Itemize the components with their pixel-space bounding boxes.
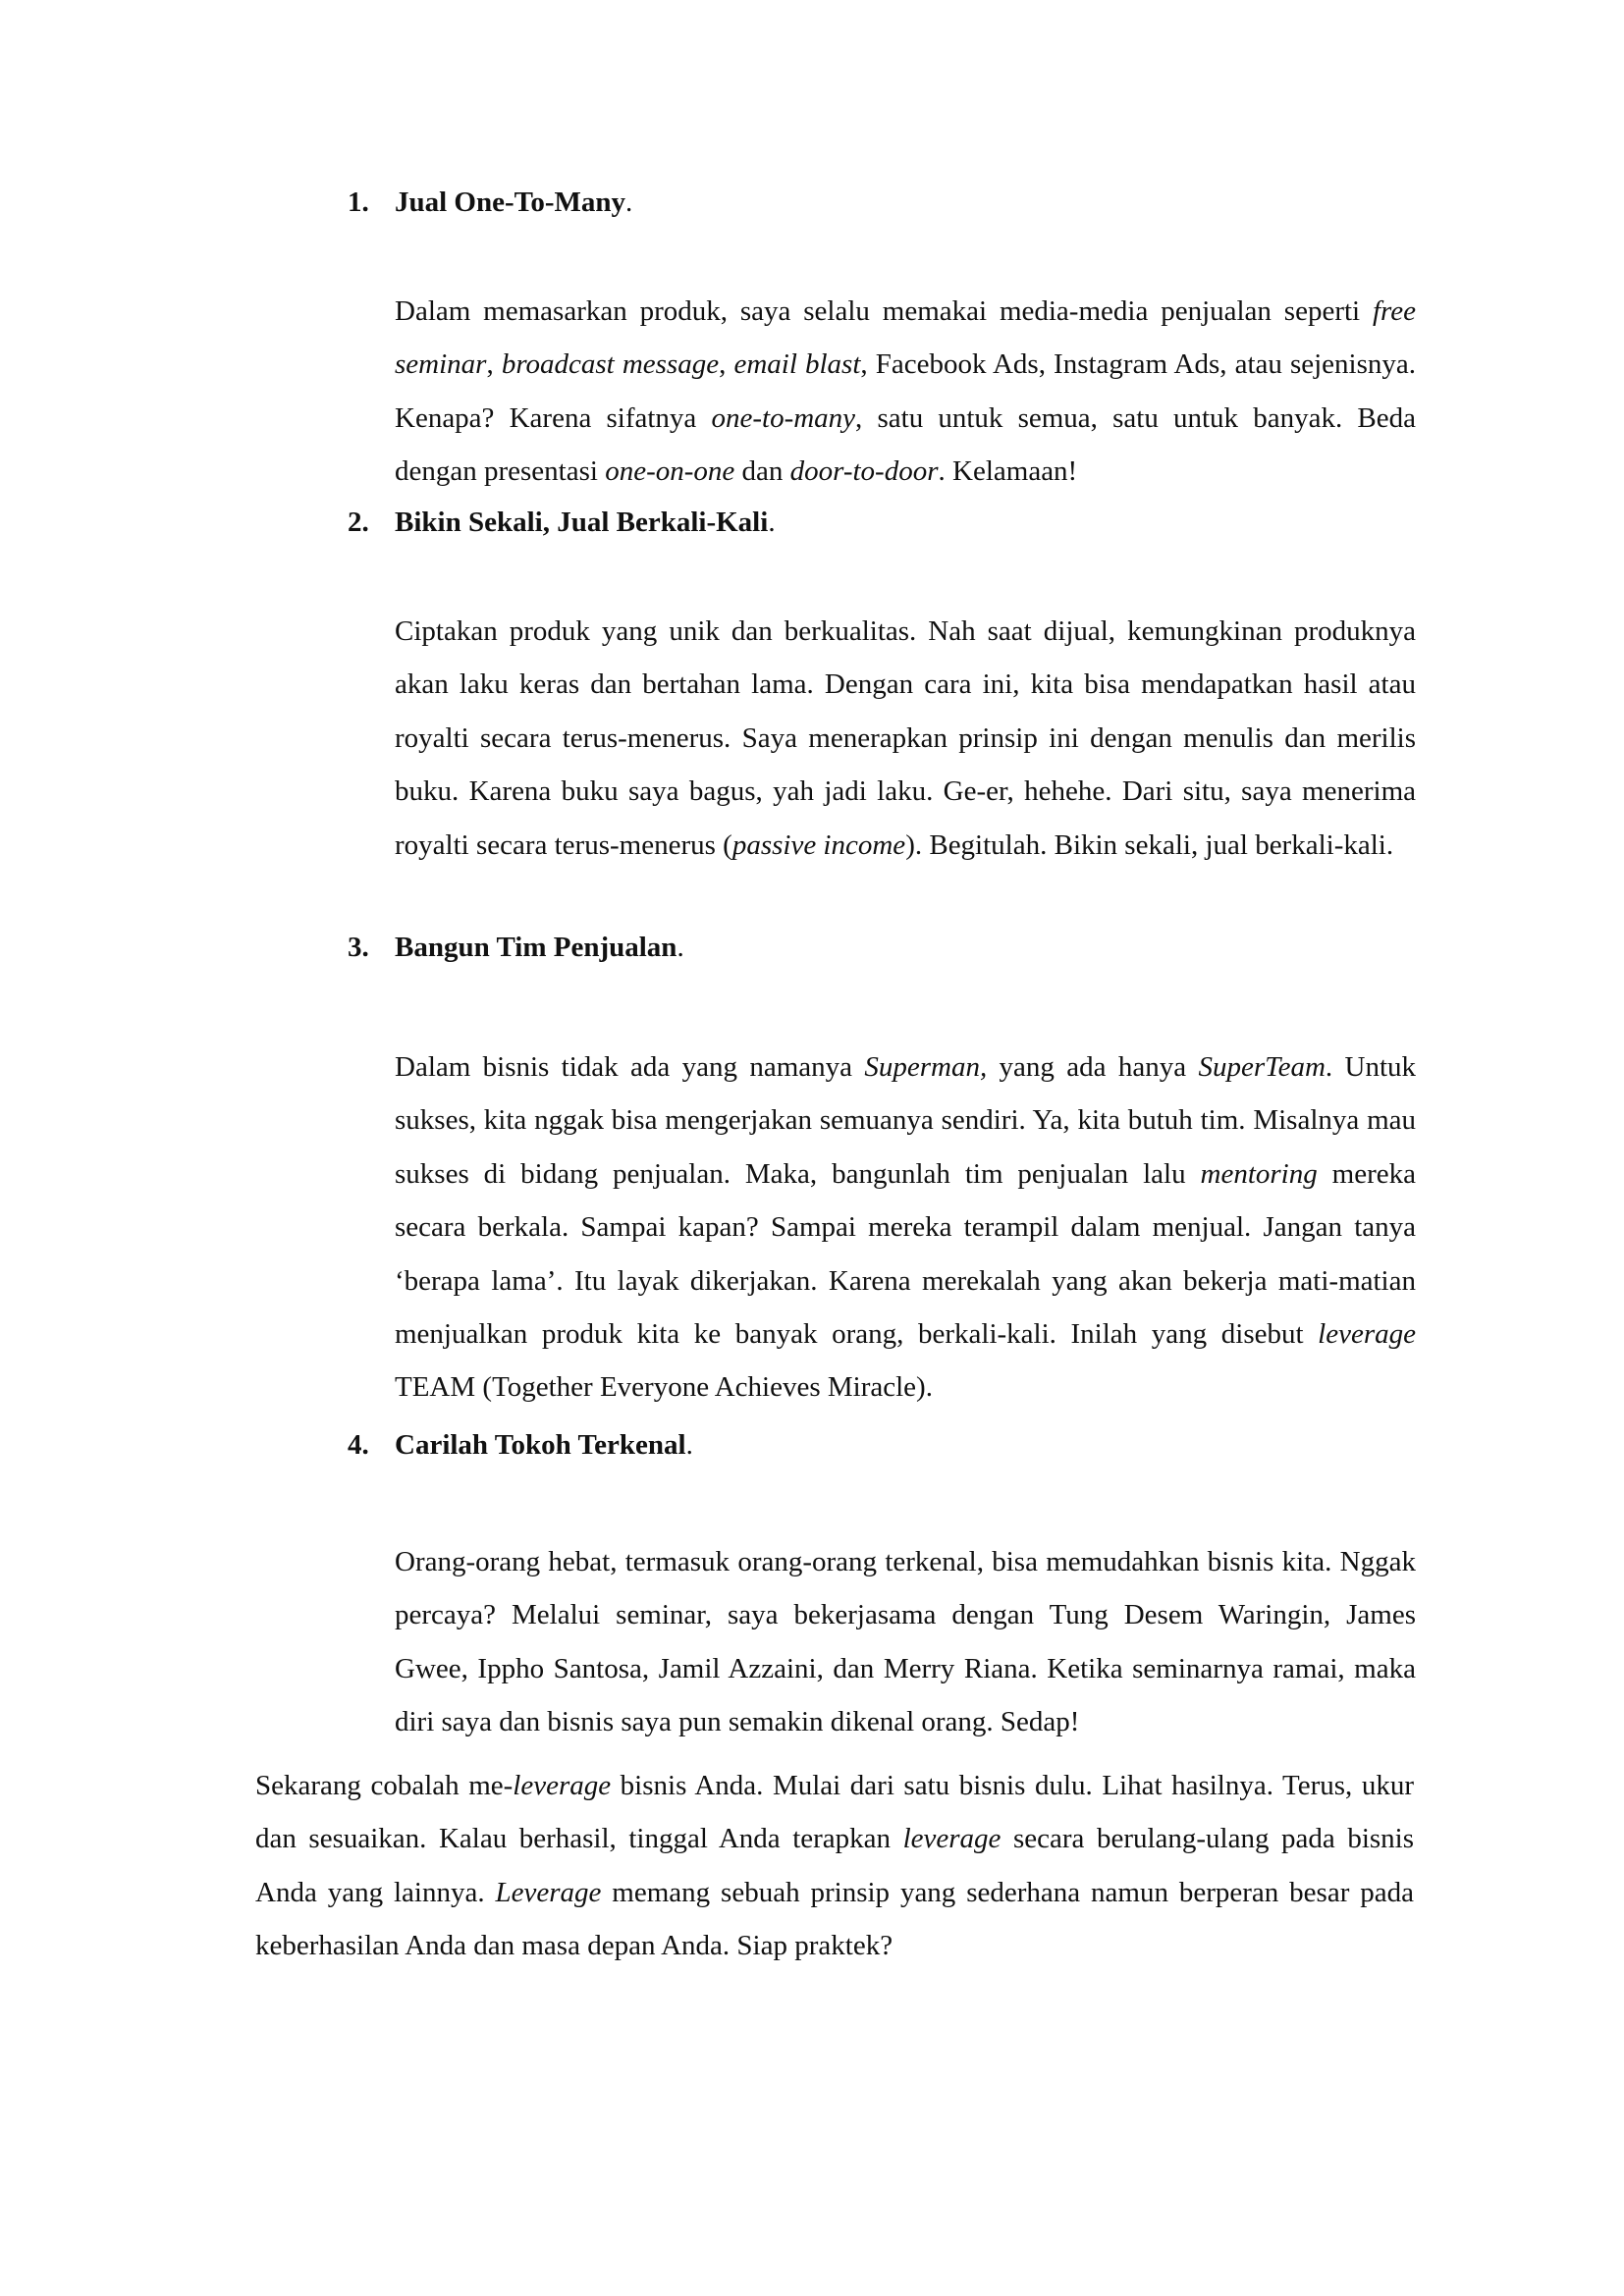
body-text: , Facebook Ads, Instagram Ads, atau sejenisnya. Kenapa? Karena sifatnya (395, 348, 1417, 434)
body-text: Orang-orang hebat, termasuk orang-orang terkenal, bisa memudahkan bisnis kita. Nggak percaya? Melalui seminar, saya bekerjasama dengan Tung Desem Waringin, James Gwee, Ippho Santosa, Jamil Azzaini, dan Merry Riana. Ketika seminarnya ramai, maka diri saya dan bisnis saya pun semakin dikenal orang. Sedap! (395, 1546, 1416, 1738)
body-text-italic: broadcast message (501, 348, 720, 381)
body-text-italic: SuperTeam (1198, 1051, 1326, 1083)
body-text-italic: Leverage (495, 1876, 602, 1908)
list-item-body (395, 1041, 1416, 1415)
list-item-4 (344, 1425, 1416, 1749)
body-text: . Kelamaan! (938, 455, 1078, 488)
body-text: Dalam memasarkan produk, saya selalu memakai media-media penjualan seperti (395, 295, 1373, 327)
list-item-body (395, 285, 1416, 499)
body-text-italic: one-on-one (605, 455, 735, 488)
title-period: . (625, 187, 633, 218)
list-item-heading (344, 503, 1416, 542)
body-text-italic: leverage (902, 1823, 1001, 1855)
list-number: 2. (348, 507, 369, 538)
body-text: , (719, 348, 734, 381)
body-text-italic: one-to-many (711, 401, 856, 434)
list-item-heading (344, 928, 1416, 967)
body-text: dan (734, 455, 790, 488)
body-text: bisnis Anda. Mulai dari satu bisnis dulu. Lihat hasilnya. Terus, ukur dan sesuaikan. Kalau berhasil, tinggal Anda terapkan (255, 1770, 1414, 1855)
body-text: ). Begitulah. Bikin sekali, jual berkali-kali. (905, 828, 1394, 861)
body-text-italic: door-to-door (789, 455, 939, 488)
list-number: 3. (348, 932, 369, 963)
body-text: . Untuk sukses, kita nggak bisa mengerjakan semuanya sendiri. Ya, kita butuh tim. Misalnya mau sukses di bidang penjualan. Maka, bangunlah tim penjualan lalu (395, 1051, 1417, 1190)
body-text: Dalam bisnis tidak ada yang namanya (395, 1051, 865, 1083)
list-item-body (395, 1535, 1416, 1749)
list-item-title: Bikin Sekali, Jual Berkali-Kali (395, 507, 769, 538)
body-text: Sekarang cobalah me- (255, 1770, 514, 1801)
body-text: secara berulang-ulang pada bisnis Anda yang lainnya. (255, 1823, 1415, 1908)
body-text-italic: mentoring (1200, 1157, 1318, 1190)
list-item-title: Bangun Tim Penjualan (395, 932, 677, 963)
title-period: . (685, 1429, 693, 1461)
list-item-heading (344, 183, 1416, 222)
list-item-heading (344, 1425, 1416, 1465)
list-item-2 (344, 503, 1416, 872)
body-text: TEAM (Together Everyone Achieves Miracle). (395, 1371, 933, 1404)
body-text-italic: leverage (513, 1770, 612, 1801)
list-item-1 (344, 183, 1416, 499)
body-text-italic: Superman, (864, 1051, 988, 1083)
list-item-body (395, 605, 1416, 872)
body-text-italic: email blast (733, 348, 861, 381)
title-period: . (768, 507, 776, 538)
body-text: Ciptakan produk yang unik dan berkualitas. Nah saat dijual, kemungkinan produknya akan laku keras dan bertahan lama. Dengan cara ini, kita bisa mendapatkan hasil atau royalti secara terus-menerus. Saya menerapkan prinsip ini dengan menulis dan merilis buku. Karena buku saya bagus, yah jadi laku. Ge-er, hehehe. Dari situ, saya menerima royalti secara terus-menerus ( (395, 615, 1416, 861)
body-text-italic: passive income (731, 828, 906, 861)
list-item-3 (344, 928, 1416, 1415)
body-text: , satu untuk semua, satu untuk banyak. Beda dengan presentasi (395, 401, 1416, 488)
body-text: memang sebuah prinsip yang sederhana namun berperan besar pada keberhasilan Anda dan masa depan Anda. Siap praktek? (255, 1876, 1415, 1962)
list-number: 4. (348, 1429, 369, 1461)
body-text-italic: leverage (1318, 1318, 1416, 1351)
body-text: , (486, 348, 502, 381)
list-item-title: Carilah Tokoh Terkenal (395, 1429, 686, 1461)
body-text: mereka secara berkala. Sampai kapan? Sampai mereka terampil dalam menjual. Jangan tanya ‘berapa lama’. Itu layak dikerjakan. Karena merekalah yang akan bekerja mati-matian menjualkan produk kita ke banyak orang, berkali-kali. Inilah yang disebut (395, 1157, 1416, 1351)
body-text-italic: free seminar (395, 295, 1416, 381)
title-period: . (677, 932, 684, 963)
body-text: yang ada hanya (987, 1051, 1199, 1083)
closing-paragraph (255, 1759, 1414, 1973)
list-item-title: Jual One-To-Many (395, 187, 625, 218)
list-number: 1. (348, 187, 369, 218)
